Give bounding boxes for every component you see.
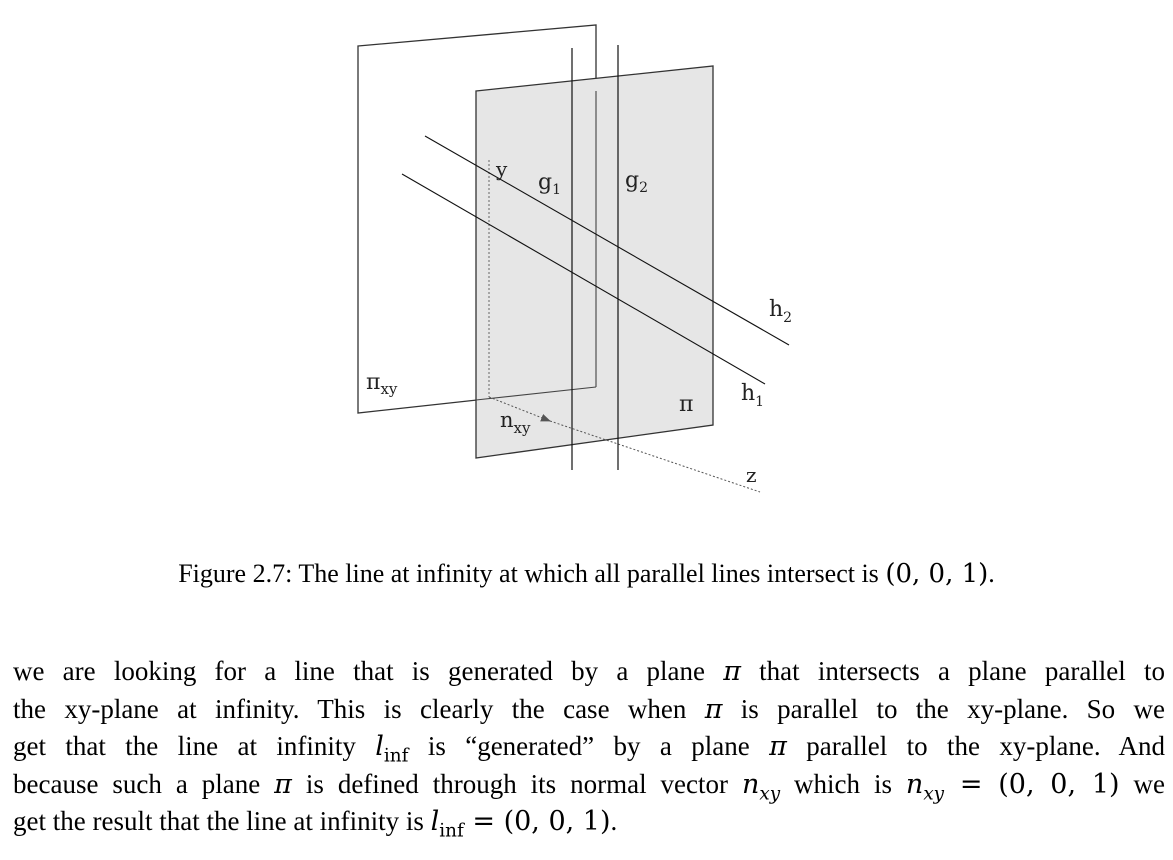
label-h2: $h_2$ [769, 297, 793, 326]
label-g2: $g_2$ [625, 168, 649, 196]
paragraph-line-4: because such a plane π is defined through its normal vector $n_{xy}$ which is $n_{xy} = (0$, 0, 1) we [13, 768, 1165, 804]
paragraph-line-3: get that the line at infinity $l_{inf}$ is “generated” by a plane π parallel to the xy-plane. And [13, 731, 1166, 767]
label-pi-xy: $\pi_{xy}$ [366, 370, 398, 398]
label-y: y [496, 157, 508, 181]
body-paragraph [13, 653, 1165, 841]
label-n-xy: $n_{xy}$ [500, 408, 531, 437]
paragraph-line-5: get the result that the line at infinity is $l_{inf} = (0$, 0, 1). [13, 806, 618, 842]
label-g1: $g_1$ [538, 170, 562, 198]
label-z: z [746, 463, 757, 487]
paragraph-line-2: the xy-plane at infinity. This is clearly the case when π is parallel to the xy-plane. So we [13, 693, 1165, 725]
figure-caption: Figure 2.7: The line at infinity at which all parallel lines intersect is (0, 0, 1). [178, 559, 995, 589]
label-h1: $h_1$ [741, 381, 765, 410]
paragraph-line-1: we are looking for a line that is generated by a plane π that intersects a plane parallel to [13, 656, 1165, 687]
label-pi: π [679, 392, 694, 417]
plane-pi [476, 66, 713, 458]
